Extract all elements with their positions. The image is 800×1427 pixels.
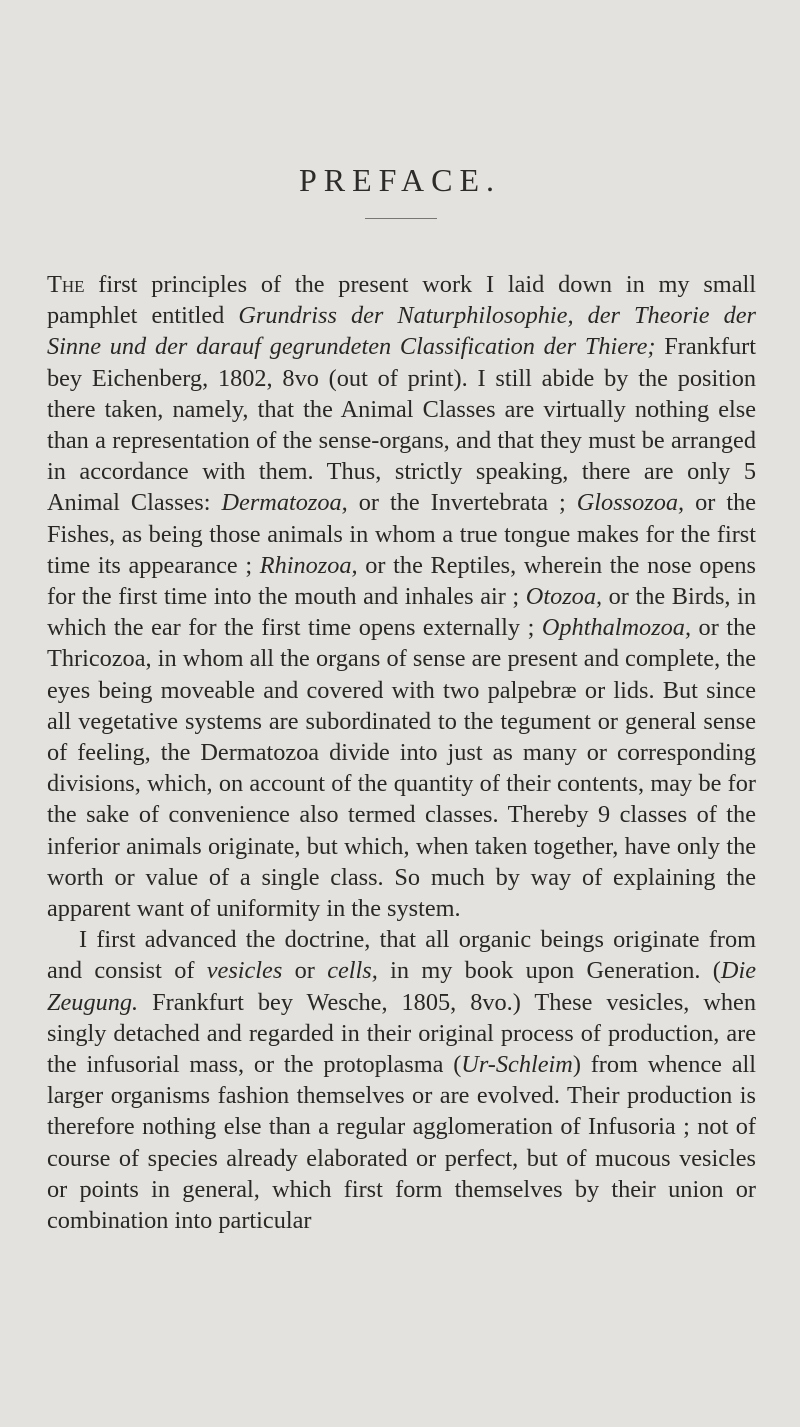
text-segment: I first advanced the doctrine, that all organic beings originate from and consist of bbox=[47, 926, 756, 985]
text-segment: Ophthalmozoa, bbox=[541, 614, 692, 642]
text-segment: or bbox=[282, 957, 328, 985]
text-segment: Die Zeugung. bbox=[47, 957, 756, 1016]
text-segment: in my book upon Generation. ( bbox=[377, 957, 721, 985]
text-segment: Frankfurt bey Eichenberg, 1802, 8vo (out of print). I still abide by the position there taken, namely, that the Animal Classes are virtually nothing else than a representation of the sense-organs, and that they must be arranged in accordance with them. Thus, strictly speaking, there are only 5 Animal Classes: bbox=[47, 333, 757, 517]
page-title: PREFACE. bbox=[298, 162, 502, 198]
text-segment: vesicles bbox=[206, 957, 283, 985]
text-segment: or the Reptiles, wherein the nose opens for the first time into the mouth and inhales air ; bbox=[47, 551, 756, 611]
paragraph-1 bbox=[47, 269, 756, 924]
paragraph-2 bbox=[47, 924, 756, 1236]
text-segment: or the Thricozoa, in whom all the organs of sense are present and complete, the eyes being moveable and covered with two palpebræ or lids. But since all vegetative systems are subordinated to the tegument or general sense of feeling, the Dermatozoa divide into just as many or corresponding divisions, which, on account of the quantity of their contents, may be for the sake of convenience also termed classes. Thereby 9 classes of the inferior animals originate, but which, when taken together, have only the worth or value of a single class. So much by way of explaining the apparent want of uniformity in the system. bbox=[47, 614, 756, 923]
text-segment: Dermatozoa, bbox=[221, 489, 348, 517]
text-segment: Rhinozoa, bbox=[259, 551, 358, 579]
text-segment: or the Fishes, as being those animals in whom a true tongue makes for the first time its appearance ; bbox=[47, 489, 757, 579]
text-segment: or the Invertebrata ; bbox=[347, 489, 577, 517]
text-segment: or the Birds, in which the ear for the first time opens externally ; bbox=[47, 583, 757, 642]
text-segment: ) from whence all larger organisms fashion themselves or are evolved. Their production is therefore nothing else than a regular agglomeration of Infusoria ; not of course of species already elaborated or perfect, but of mucous vesicles or points in general, which first form themselves by their union or combination into particular bbox=[47, 1051, 756, 1235]
text-segment: Frankfurt bey Wesche, 1805, 8vo.) These vesicles, when singly detached and regarded in their original process of production, are the infusorial mass, or the protoplasma ( bbox=[47, 988, 756, 1079]
text-segment: Ur-Schleim bbox=[461, 1051, 573, 1079]
text-segment: Otozoa, bbox=[525, 583, 603, 611]
title-divider bbox=[365, 218, 437, 219]
preface-body bbox=[47, 269, 756, 1236]
text-segment: Grundriss der Naturphilosophie, der Theorie der Sinne und der darauf gegrundeten Classification der Thiere; bbox=[47, 302, 756, 361]
text-segment: Glossozoa, bbox=[576, 489, 685, 517]
text-segment: first principles of the present work I laid down in my small pamphlet entitled bbox=[47, 271, 756, 330]
text-segment: cells, bbox=[327, 957, 378, 985]
text-segment: The bbox=[47, 271, 85, 298]
